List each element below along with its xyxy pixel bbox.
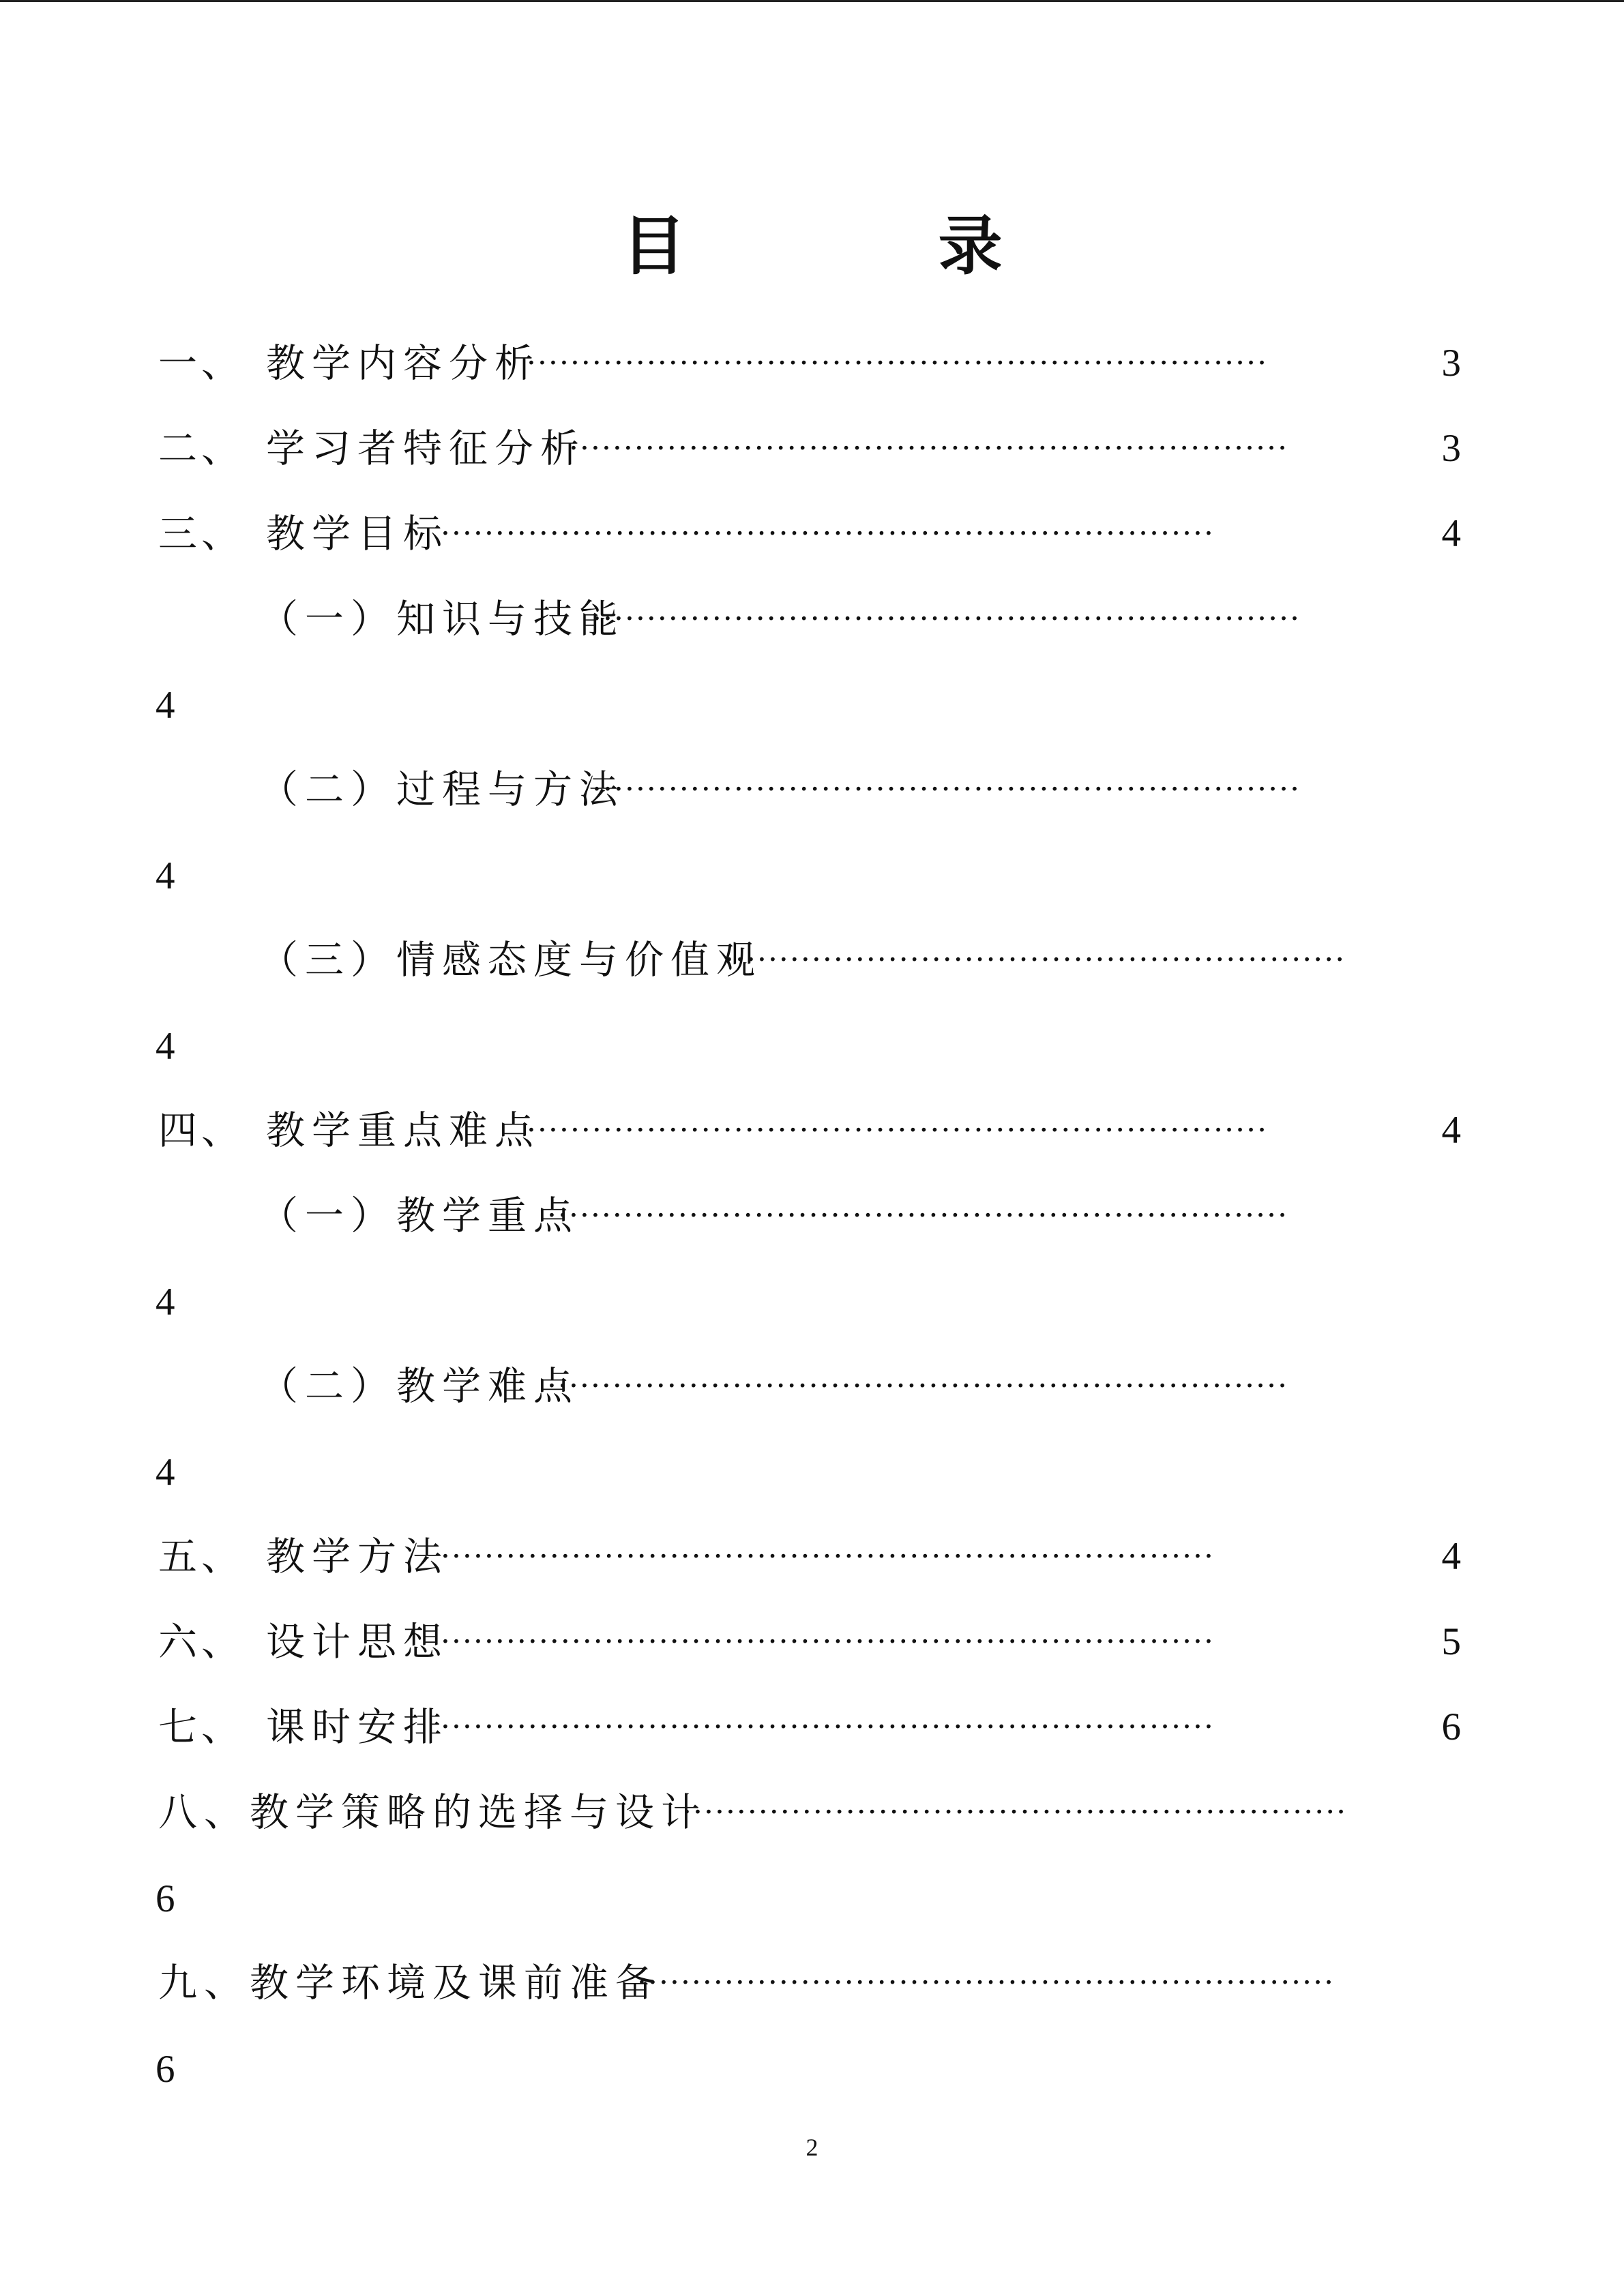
- toc-entry-page: 4: [156, 1025, 175, 1068]
- toc-entry-number: 二、: [158, 426, 244, 471]
- toc-entry[interactable]: [158, 1952, 1461, 2014]
- toc-subentry[interactable]: [259, 588, 1461, 650]
- toc-entry-number: 三、: [158, 511, 244, 556]
- toc-leader-dots: ·································································: [592, 601, 1301, 636]
- toc-entry-label: 八、教学策略的选择与设计: [158, 1790, 707, 1835]
- toc-entry[interactable]: [158, 1526, 1461, 1587]
- toc-entry-label: （一）知识与技能: [259, 597, 625, 642]
- toc-subentry[interactable]: [259, 1185, 1461, 1247]
- toc-entry-number: 一、: [158, 341, 244, 386]
- toc-entry[interactable]: [158, 1611, 1461, 1673]
- toc-entry-page: 5: [1441, 1620, 1461, 1663]
- toc-leader-dots: ····································································: [527, 346, 1269, 381]
- title-char-left: 目: [621, 209, 686, 284]
- toc-entry[interactable]: [158, 1697, 1461, 1758]
- toc-leader-dots: ·································································: [592, 772, 1301, 807]
- toc-entry-label: （二）教学难点: [259, 1364, 579, 1409]
- toc-subentry[interactable]: [259, 929, 1461, 991]
- toc-entry-page: 4: [156, 684, 175, 727]
- toc-entry-number: 六、: [158, 1620, 244, 1665]
- toc-entry-label: （三）情感态度与价值观: [259, 938, 762, 983]
- title-char-right: 录: [938, 209, 1003, 284]
- toc-entry-number: 四、: [158, 1108, 244, 1153]
- toc-leader-dots: ·······································································: [441, 1624, 1215, 1659]
- toc-entry-page: 6: [1441, 1705, 1461, 1748]
- toc-subentry[interactable]: [259, 759, 1461, 820]
- toc-entry-page: 4: [156, 1451, 175, 1494]
- toc-leader-dots: ·······································································: [441, 516, 1215, 551]
- toc-entry[interactable]: [158, 503, 1461, 565]
- toc-entry-label: 九、教学环境及课前准备: [158, 1960, 661, 2006]
- toc-leader-dots: ·······································································: [441, 1710, 1215, 1744]
- toc-entry-page: 4: [1441, 1109, 1461, 1152]
- toc-entry-page: 4: [156, 854, 175, 897]
- toc-entry-label: （二）过程与方法: [259, 767, 625, 812]
- toc-entry-page: 6: [156, 2048, 175, 2091]
- toc-entry-label: 教学内容分析: [266, 341, 540, 386]
- toc-leader-dots: ··································································: [569, 431, 1289, 466]
- toc-entry[interactable]: [158, 1100, 1461, 1161]
- toc-entry-page: 4: [156, 1281, 175, 1324]
- toc-entry-page: 4: [1441, 1535, 1461, 1578]
- toc-entry-label: 学习者特征分析: [266, 426, 586, 471]
- toc-entry-label: 设计思想: [266, 1620, 449, 1665]
- toc-entry-label: （一）教学重点: [259, 1193, 579, 1238]
- page-number: 2: [806, 2134, 818, 2161]
- toc-entry-label: 课时安排: [266, 1705, 449, 1750]
- toc-leader-dots: ····································································: [547, 1369, 1289, 1403]
- toc-leader-dots: ·······································································: [441, 1539, 1215, 1574]
- toc-entry-label: 教学方法: [266, 1534, 449, 1579]
- toc-leader-dots: ································································: [637, 1965, 1335, 2000]
- toc-entry-page: 6: [156, 1877, 175, 1920]
- toc-entry-number: 五、: [158, 1534, 244, 1579]
- toc-entry-page: 4: [1441, 512, 1461, 555]
- toc-entry-page: 3: [1441, 427, 1461, 470]
- toc-entry[interactable]: [158, 1782, 1461, 1843]
- toc-leader-dots: ····································································: [527, 1113, 1269, 1148]
- toc-entry-number: 七、: [158, 1705, 244, 1750]
- toc-entry-label: 教学重点难点: [266, 1108, 540, 1153]
- toc-entry-label: 教学目标: [266, 511, 449, 556]
- toc-entry[interactable]: [158, 333, 1461, 394]
- toc-entry[interactable]: [158, 418, 1461, 479]
- toc-leader-dots: ····································································: [547, 1198, 1289, 1233]
- toc-leader-dots: ·························································: [724, 942, 1346, 977]
- toc-entry-page: 3: [1441, 342, 1461, 385]
- toc-leader-dots: ·····························································: [682, 1795, 1348, 1830]
- toc-subentry[interactable]: [259, 1356, 1461, 1417]
